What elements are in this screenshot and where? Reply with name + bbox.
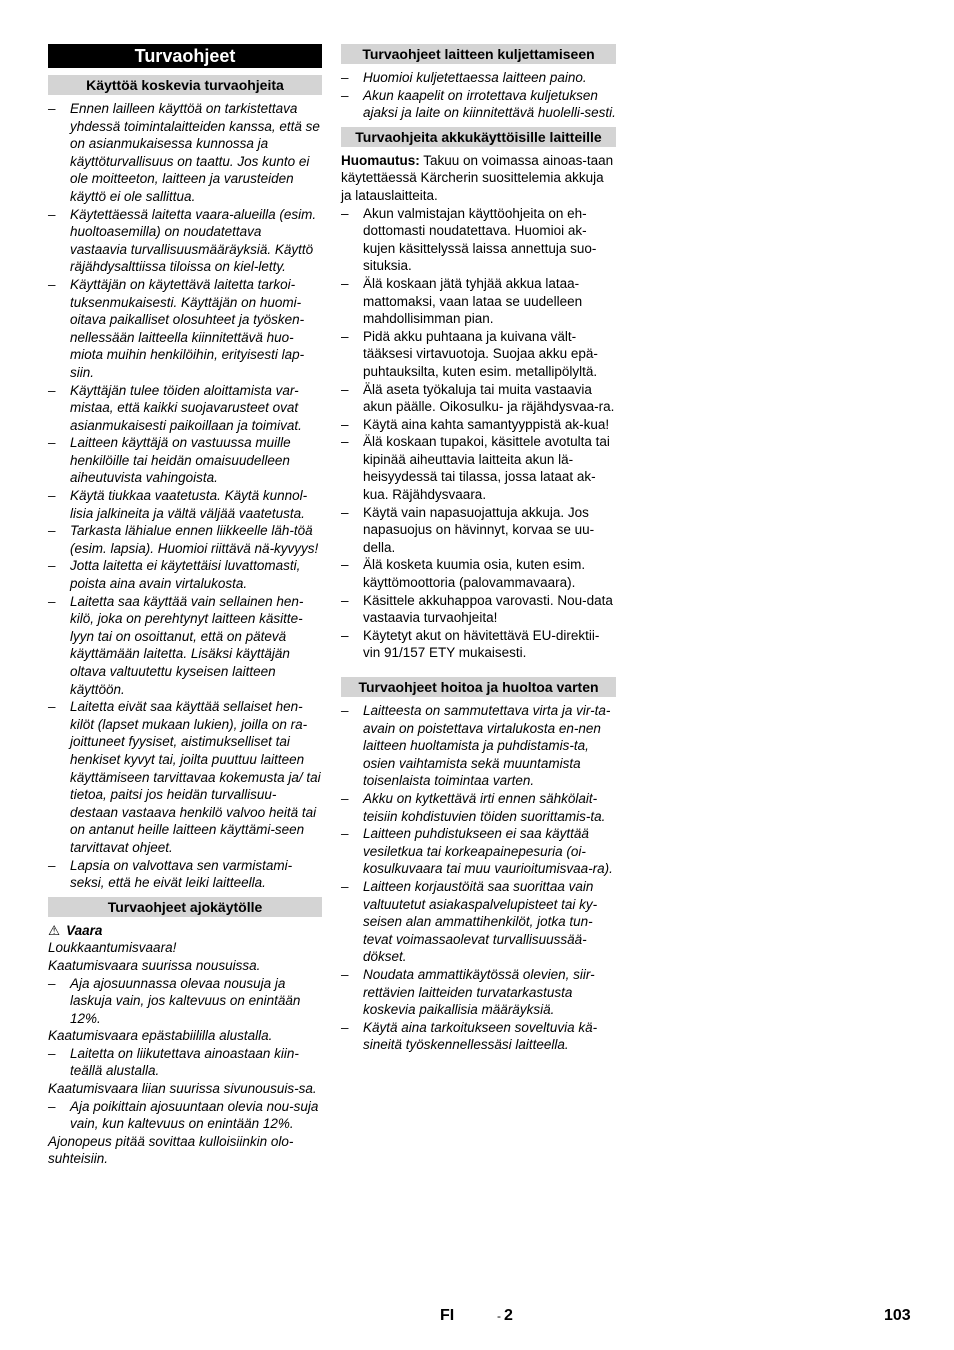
list-item: – Käsittele akkuhappoa varovasti. Nou-data vastaavia turvaohjeita! <box>341 592 616 627</box>
note-label: Huomautus: <box>341 152 420 168</box>
section-heading-battery-safety: Turvaohjeita akkukäyttöisille laitteille <box>341 127 616 147</box>
footer-language: FI <box>440 1307 455 1324</box>
list-item: – Käytettäessä laitetta vaara-alueilla (esim. huoltoasemilla) on noudatettava vastaavia turvallisuusmääräyksiä. Käyttö räjähdysalttiissa tiloissa on kiel-letty. <box>48 206 322 276</box>
danger-warning <box>48 922 322 940</box>
page-title: Turvaohjeet <box>48 44 322 68</box>
paragraph: Loukkaantumisvaara! <box>48 940 177 956</box>
list-item: – Laitteen käyttäjä on vastuussa muille henkilöille tai heidän omaisuudelleen aiheutuvista vahingoista. <box>48 434 322 487</box>
list-item: – Akun kaapelit on irrotettava kuljetuksen ajaksi ja laite on kiinnitettävä huolelli-sesti. <box>341 87 616 122</box>
list-item: – Aja poikittain ajosuuntaan olevia nou-suja vain, kun kaltevuus on enintään 12%. <box>48 1098 322 1133</box>
list-item: – Laitetta saa käyttää vain sellainen hen-kilö, joka on perehtynyt laitteen käsitte-lyyn tai on osoittanut, että on pätevä käyttämään laitetta. Lisäksi käyttäjän oltava valtuutettu kyseisen laitteen käyttöön. <box>48 593 322 699</box>
list-item: – Käyttäjän on käytettävä laitetta tarkoi-tuksenmukaisesti. Käyttäjän on huomi-oitava paikalliset olosuhteet ja työsken-nellessään laitteella kiinnitettävä huo-miota muihin henkilöihin, erityisesti lap-siin. <box>48 276 322 382</box>
list-item: – Käytä aina tarkoitukseen soveltuvia kä-sineitä työskennellessäsi laitteella. <box>341 1019 616 1054</box>
list-item: – Aja ajosuunnassa olevaa nousuja ja laskuja vain, jos kaltevuus on enintään 12%. <box>48 975 322 1028</box>
list-item: – Käytä aina kahta samantyyppistä ak-kua! <box>341 416 616 434</box>
list-item: – Käytä tiukkaa vaatetusta. Käytä kunnol-lisia jalkineita ja vältä väljää vaatetusta. <box>48 487 322 522</box>
section-heading-maintenance-safety: Turvaohjeet hoitoa ja huoltoa varten <box>341 677 616 697</box>
list-item: – Laitteen puhdistukseen ei saa käyttää vesiletkua tai korkeapainepesuria (oi-kosulkuvaara tai muu vaurioitumisvaa-ra). <box>341 825 616 878</box>
paragraph: Kaatumisvaara suurissa nousuissa. <box>48 957 261 973</box>
list-item: – Laitetta on liikutettava ainoastaan kiin-teällä alustalla. <box>48 1045 322 1080</box>
list-item: – Noudata ammattikäytössä olevien, siir-rettävien laitteiden turvatarkastusta koskevia paikallisia määräyksiä. <box>341 966 616 1019</box>
footer-section-page <box>497 1306 513 1326</box>
list-item: – Ennen lailleen käyttöä on tarkistettava yhdessä toimintalaitteiden kanssa, että se on asianmukaisessa kunnossa ja käyttöturvallisuus on taattu. Jos kunto ei ole moitteeton, laitteen ja varusteiden käyttö ei ole sallittua. <box>48 100 322 206</box>
paragraph: Kaatumisvaara liian suurissa sivunousuis-sa. <box>48 1081 317 1097</box>
section-heading-transport-safety: Turvaohjeet laitteen kuljettamiseen <box>341 44 616 64</box>
left-column <box>48 44 322 1168</box>
list-item: – Laitteen korjaustöitä saa suorittaa vain valtuutetut asiakaspalvelupisteet tai ky-seisen alan ammattihenkilöt, jotka tun-tevat voimassaolevat turvallisuussää-dökset. <box>341 878 616 966</box>
footer-page-label: 2 <box>504 1307 513 1324</box>
list-item: – Älä koskaan jätä tyhjää akkua lataa-mattomaksi, vaan lataa se uudelleen mahdollisimman pian. <box>341 275 616 328</box>
list-item: – Käytä vain napasuojattuja akkuja. Jos napasuojus on hävinnyt, korvaa se uu-della. <box>341 504 616 557</box>
driving-list <box>48 1098 322 1133</box>
battery-list <box>341 205 616 662</box>
transport-list <box>341 69 616 122</box>
list-item: – Akun valmistajan käyttöohjeita on eh-dottomasti noudatettava. Huomioi ak-kujen käsittelyssä laissa annettuja suo-situksia. <box>341 205 616 275</box>
footer-dash: - <box>497 1309 501 1323</box>
list-item: – Älä aseta työkaluja tai muita vastaavia akun päälle. Oikosulku- ja räjähdysvaa-ra. <box>341 381 616 416</box>
usage-safety-list <box>48 100 322 892</box>
driving-list <box>48 975 322 1028</box>
list-item: – Käyttäjän tulee töiden aloittamista var-mistaa, että kaikki suojavarusteet ovat asianmukaisesti paikoillaan ja toimivat. <box>48 382 322 435</box>
list-item: – Käytetyt akut on hävitettävä EU-direktii-vin 91/157 ETY mukaisesti. <box>341 627 616 662</box>
warning-label: Vaara <box>66 922 103 938</box>
list-item: – Laitetta eivät saa käyttää sellaiset hen-kilöt (lapset mukaan lukien), joilla on ra-joittuneet fyysiset, aistimukselliset tai henkiset kyvyt tai, joilta puuttuu laitteen käyttämiseen tarvittavaa kokemusta ja/ tai tietoa, paitsi jos heidän turvallisuu-destaan vastaava henkilö valvoo heitä tai on antanut heille laitteen käyttämi-seen tarvittavat ohjeet. <box>48 698 322 856</box>
note-text: Takuu on voimassa ainoas-taan käytettäessä Kärcherin suosittelemia akkuja ja latauslaitteita. <box>341 152 614 203</box>
list-item: – Tarkasta lähialue ennen liikkeelle läh-töä (esim. lapsia). Huomioi riittävä nä-kyvyys! <box>48 522 322 557</box>
footer-page-number: 103 <box>884 1307 911 1324</box>
list-item: – Laitteesta on sammutettava virta ja vir-ta-avain on poistettava virtalukosta en-nen laitteen huoltamista ja puhdistamis-ta, osien vaihtamista sekä muuntamista toisenlaista toimintaa varten. <box>341 702 616 790</box>
list-item: – Huomioi kuljetettaessa laitteen paino. <box>341 69 616 87</box>
battery-note <box>341 152 616 205</box>
list-item: – Jotta laitetta ei käytettäisi luvattomasti, poista aina avain virtalukosta. <box>48 557 322 592</box>
maintenance-list <box>341 702 616 1054</box>
driving-list <box>48 1045 322 1080</box>
list-item: – Pidä akku puhtaana ja kuivana vält-tääksesi virtavuotoja. Suojaa akku epä-puhtauksilta, kuten esim. metallipölyltä. <box>341 328 616 381</box>
list-item: – Älä kosketa kuumia osia, kuten esim. käyttömoottoria (palovammavaara). <box>341 556 616 591</box>
paragraph: Kaatumisvaara epästabiililla alustalla. <box>48 1028 273 1044</box>
section-heading-usage-safety: Käyttöä koskevia turvaohjeita <box>48 75 322 95</box>
list-item: – Lapsia on valvottava sen varmistami-seksi, että he eivät leiki laitteella. <box>48 857 322 892</box>
right-column <box>341 44 616 1054</box>
section-heading-driving-safety: Turvaohjeet ajokäytölle <box>48 897 322 917</box>
warning-triangle-icon: ⚠ <box>48 922 61 938</box>
list-item: – Akku on kytkettävä irti ennen sähkölait-teisiin kohdistuvien töiden suorittamis-ta. <box>341 790 616 825</box>
list-item: – Älä koskaan tupakoi, käsittele avotulta tai kipinää aiheuttavia laitteita akun lä-heisyydessä tai tilassa, jossa lataat ak-kua. Räjähdysvaara. <box>341 433 616 503</box>
paragraph: Ajonopeus pitää sovittaa kulloisiinkin olo-suhteisiin. <box>48 1133 294 1167</box>
